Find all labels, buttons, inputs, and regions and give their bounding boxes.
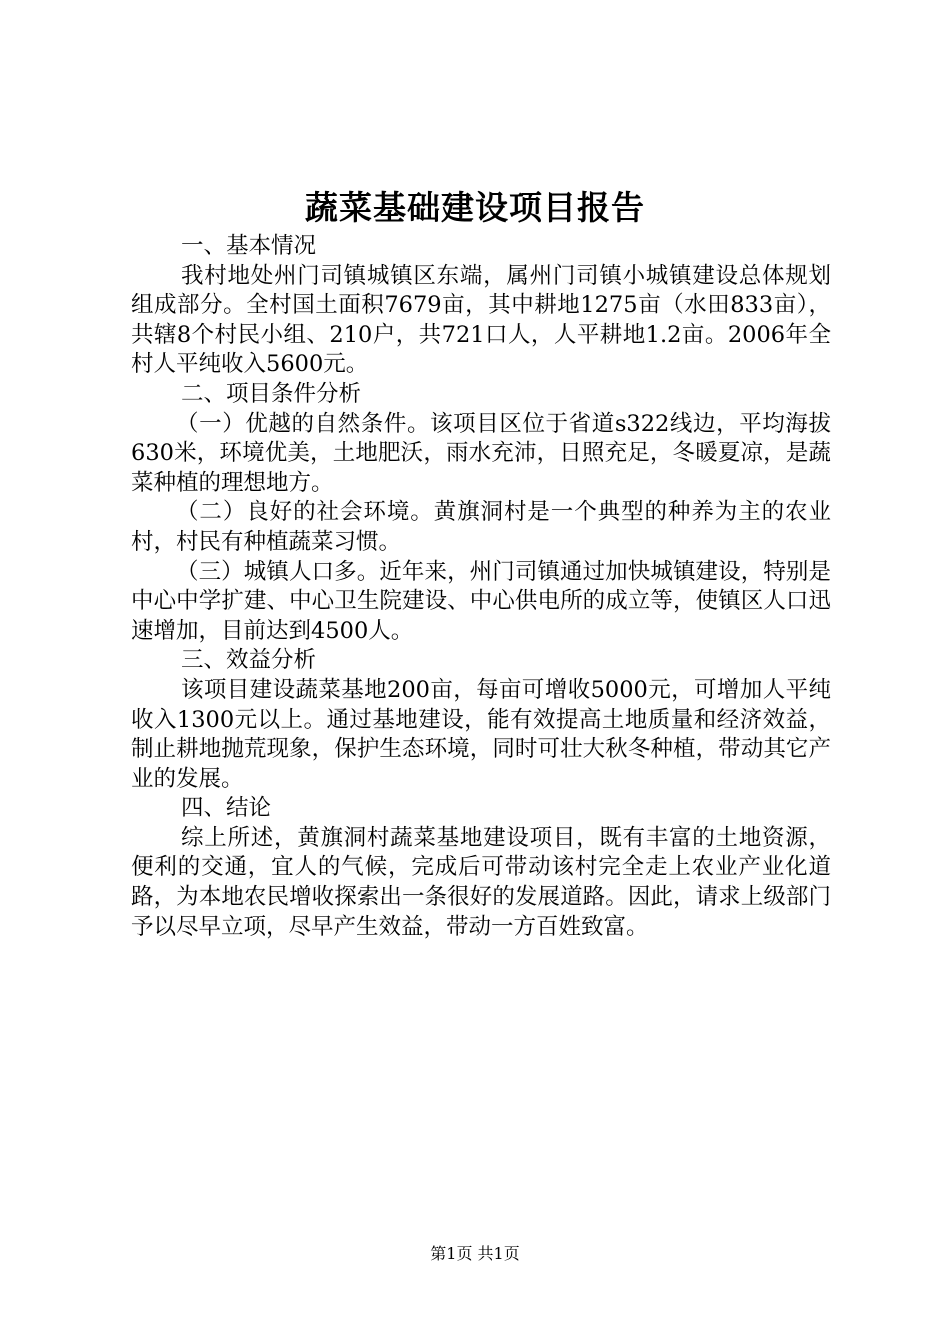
section-paragraph: （二）良好的社会环境。黄旗洞村是一个典型的种养为主的农业村，村民有种植蔬菜习惯。: [131, 499, 831, 555]
section-heading: 二、项目条件分析: [181, 380, 362, 407]
section-paragraph: （一）优越的自然条件。该项目区位于省道s322线边，平均海拔630米，环境优美，土地肥沃，雨水充沛，日照充足，冬暖夏凉，是蔬菜种植的理想地方。: [131, 410, 831, 496]
section-heading: 一、基本情况: [181, 233, 317, 259]
section-paragraph: 该项目建设蔬菜基地200亩，每亩可增收5000元，可增加人平纯收入1300元以上。通过基地建设，能有效提高土地质量和经济效益，制止耕地抛荒现象，保护生态环境，同时可壮大秋冬种植，带动其它产业的发展。: [131, 676, 831, 792]
section-project-conditions: [131, 380, 831, 646]
section-benefit-analysis: [131, 646, 831, 794]
document-title: 蔬菜基础建设项目报告: [305, 188, 645, 227]
section-conclusion: [131, 794, 831, 942]
section-heading: 四、结论: [181, 795, 272, 822]
section-basic-situation: [131, 232, 831, 380]
section-heading: 三、效益分析: [181, 647, 317, 674]
section-paragraph: 综上所述，黄旗洞村蔬菜基地建设项目，既有丰富的土地资源，便利的交通，宜人的气候，完成后可带动该村完全走上农业产业化道路，为本地农民增收探索出一条很好的发展道路。因此，请求上级部门予以尽早立项，尽早产生效益，带动一方百姓致富。: [131, 824, 831, 940]
section-paragraph: 我村地处州门司镇城镇区东端，属州门司镇小城镇建设总体规划组成部分。全村国土面积7679亩，其中耕地1275亩（水田833亩），共辖8个村民小组、210户，共721口人，人平耕地1.2亩。2006年全村人平纯收入5600元。: [131, 262, 831, 378]
document-body: [131, 232, 831, 942]
page-number-footer: 第1页 共1页: [430, 1244, 520, 1263]
section-paragraph: （三）城镇人口多。近年来，州门司镇通过加快城镇建设，特别是中心中学扩建、中心卫生院建设、中心供电所的成立等，使镇区人口迅速增加，目前达到4500人。: [131, 558, 831, 644]
